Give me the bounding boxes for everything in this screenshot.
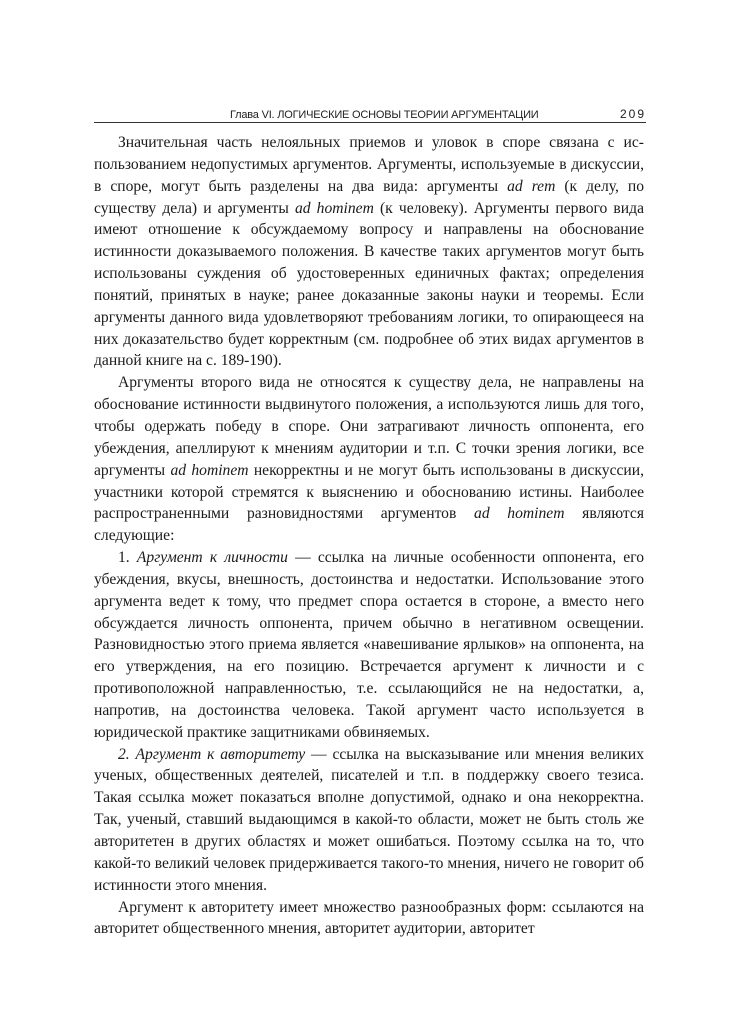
- italic-run: Аргумент к личности: [136, 549, 288, 567]
- text-run: Значительная часть нелояльных приемов и уловок в споре связана с использованием недопустимых аргументов. Аргументы, используемые в дискуссии, в споре, могут быть разделены на два вида: аргументы: [94, 134, 644, 195]
- text-run: некорректны и не могут быть использованы в дискуссии, участники которой стремятся к выяснению и обоснованию истины. Наиболее распространенными разновидностями аргументов: [94, 461, 645, 523]
- chapter-title: Глава VI. ЛОГИЧЕСКИЕ ОСНОВЫ ТЕОРИИ АРГУМЕНТАЦИИ: [230, 109, 539, 121]
- paragraph: [94, 897, 644, 941]
- paragraph: [94, 372, 644, 547]
- text-run: Аргумент к авторитету имеет множество разнообразных форм: ссылаются на авторитет общественного мнения, авторитет аудитории, авторитет: [94, 898, 644, 938]
- text-run: — ссылка на высказывание или мнения великих ученых, общественных деятелей, писателей и т.п. в поддержку своего тезиса. Такая ссылка может показаться вполне допустимой, однако и она некорректна. Так, ученый, ставший выдающимся в какой-то области, может не быть столь же авторитетен в других областях и может ошибаться. Поэтому ссылка на то, что какой-то великий человек придерживается такого-то мнения, ничего не говорит об истинности этого мнения.: [94, 745, 644, 894]
- running-head: [94, 107, 646, 121]
- text-run: (к делу, по существу дела) и аргументы: [94, 177, 644, 217]
- text-run: (к человеку). Аргументы первого вида имеют отношение к обсуждаемому вопросу и направлены на обоснование истинности доказываемого положения. В качестве таких аргументов могут быть использованы суждения об удостоверенных единичных фактах; определения понятий, принятых в науке; ранее доказанные законы науки и теоремы. Если аргументы данного вида удовлетворяют требованиям логики, то опирающееся на них доказательство будет корректным (см. подробнее об этих видах аргументов в данной книге на с. 189-190).: [94, 199, 644, 370]
- text-run: — ссылка на личные особенности оппонента, его убеждения, вкусы, внешность, достоинства и недостатки. Использование этого аргумента ведет к тому, что предмет спора остается в стороне, а вместо него обсуждается личность оппонента, причем обычно в негативном освещении. Разновидностью этого приема является «навешивание ярлыков» на оппонента, на его утверждения, на его позицию. Встречается аргумент к личности и с противоположной направленностью, т.е. ссылающийся не на недостатки, а, напротив, на достоинства человека. Такой аргумент часто используется в юридической практике защитниками обвиняемых.: [94, 549, 645, 741]
- paragraph: [94, 132, 644, 372]
- italic-run: ad rem: [507, 177, 556, 195]
- paragraph: [94, 744, 644, 897]
- italic-run: ad hominem: [170, 461, 249, 479]
- italic-run: 2. Аргумент к авторитету: [118, 745, 306, 763]
- body-text: [94, 132, 644, 940]
- text-run: являются следующие:: [94, 505, 644, 545]
- page-number: 209: [619, 107, 646, 121]
- italic-run: ad hominem: [474, 505, 565, 523]
- paragraph: [94, 547, 644, 744]
- header-rule: [94, 122, 646, 123]
- text-run: 1.: [118, 549, 137, 567]
- italic-run: ad hominem: [294, 199, 374, 217]
- text-run: Аргументы второго вида не относятся к существу дела, не направлены на обоснование истинности выдвинутого положения, а используются лишь для того, чтобы одержать победу в споре. Они затрагивают личность оппонента, его убеждения, апеллируют к мнениям аудитории и т.п. С точки зрения логики, все аргументы: [94, 374, 644, 479]
